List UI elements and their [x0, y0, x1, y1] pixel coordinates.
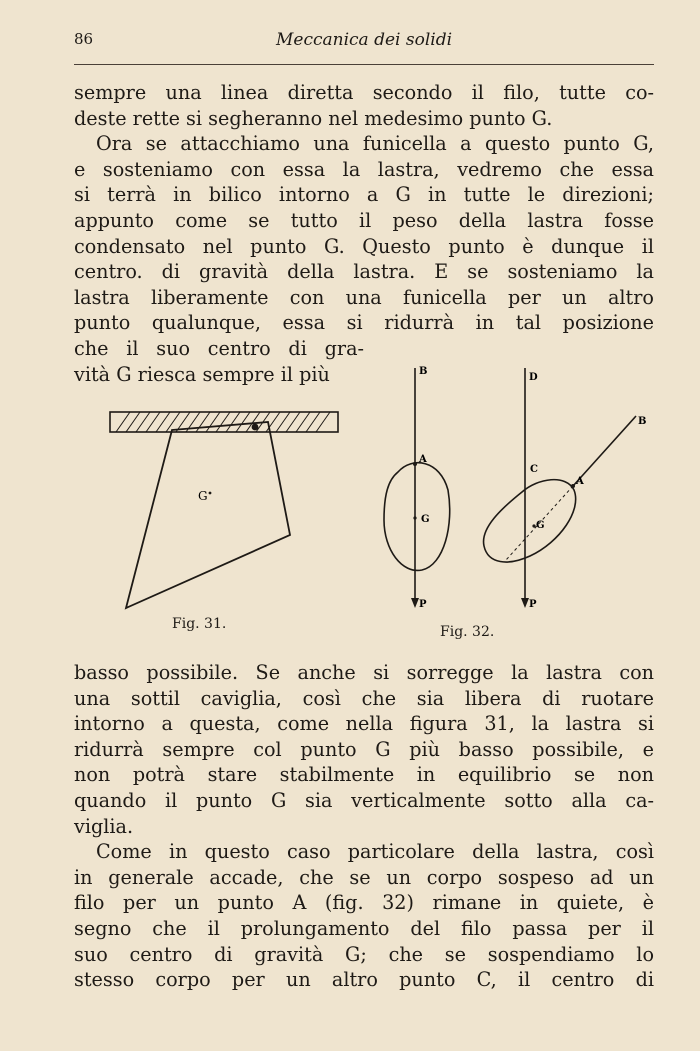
page-header — [74, 24, 654, 58]
svg-text:A: A — [419, 454, 427, 465]
svg-text:B: B — [419, 366, 428, 377]
figure-32 — [370, 360, 660, 620]
text-line: punto qualunque, essa si ridurrà in tal posizione — [74, 311, 654, 335]
text-line: vità G riesca sempre il più — [74, 362, 330, 386]
text-line: centro. di gravità della lastra. E se sosteniamo la — [74, 260, 654, 284]
text-line: viglia. — [74, 814, 134, 838]
svg-text:D: D — [529, 372, 538, 383]
svg-text:C: C — [530, 464, 538, 475]
text-line: e sosteniamo con essa la lastra, vedremo che essa — [74, 157, 654, 181]
text-line: stesso corpo per un altro punto C, il centro di — [74, 968, 654, 992]
svg-text:P: P — [529, 599, 537, 610]
text-line: segno che il prolungamento del filo passa per il — [74, 916, 654, 940]
text-line: suo centro di gravità G; che se sospendiamo lo — [74, 942, 654, 966]
text-line: che il suo centro di gra- — [74, 336, 364, 360]
paragraph-block-2 — [74, 660, 654, 993]
svg-text:B: B — [638, 416, 647, 427]
text-line: non potrà stare stabilmente in equilibrio se non — [74, 763, 654, 787]
text-line: deste rette si segheranno nel medesimo punto G. — [74, 106, 553, 130]
header-rule — [74, 64, 654, 65]
center-dot — [209, 492, 212, 495]
text-line: lastra liberamente con una funicella per un altro — [74, 285, 654, 309]
fig32-left-body — [384, 366, 450, 610]
paragraph-block-1 — [74, 80, 654, 387]
figure-31 — [100, 400, 350, 615]
svg-text:G: G — [421, 514, 430, 525]
fig32-right-body — [484, 368, 647, 610]
text-line: condensato nel punto G. Questo punto è dunque il — [74, 234, 654, 258]
support-beam — [110, 412, 338, 432]
fig32-caption: Fig. 32. — [440, 624, 495, 640]
fig31-caption: Fig. 31. — [172, 616, 227, 632]
text-line: basso possibile. Se anche si sorregge la lastra con — [74, 661, 654, 684]
text-line: una sottil caviglia, così che sia libera di ruotare — [74, 686, 654, 710]
text-line: quando il punto G sia verticalmente sotto alla ca- — [74, 788, 654, 812]
svg-text:G: G — [536, 520, 545, 531]
plate-shape — [126, 422, 290, 608]
text-line: sempre una linea diretta secondo il filo, tutte co- — [74, 81, 654, 104]
pin-dot — [252, 424, 259, 431]
text-line: ridurrà sempre col punto G più basso possibile, e — [74, 737, 654, 761]
running-title: Meccanica dei solidi — [275, 30, 453, 50]
text-line: intorno a questa, come nella figura 31, la lastra si — [74, 712, 654, 736]
text-line: si terrà in bilico intorno a G in tutte le direzioni; — [74, 183, 654, 207]
center-label: G — [198, 489, 208, 503]
page-number: 86 — [74, 30, 94, 48]
svg-text:P: P — [419, 599, 427, 610]
svg-text:A: A — [576, 476, 584, 487]
text-line: appunto come se tutto il peso della lastra fosse — [74, 208, 654, 232]
text-line: filo per un punto A (fig. 32) rimane in quiete, è — [74, 891, 654, 915]
text-line: Ora se attacchiamo una funicella a questo punto G, — [96, 132, 654, 156]
text-line: Come in questo caso particolare della lastra, così — [96, 840, 654, 864]
text-line: in generale accade, che se un corpo sospeso ad un — [74, 865, 654, 889]
